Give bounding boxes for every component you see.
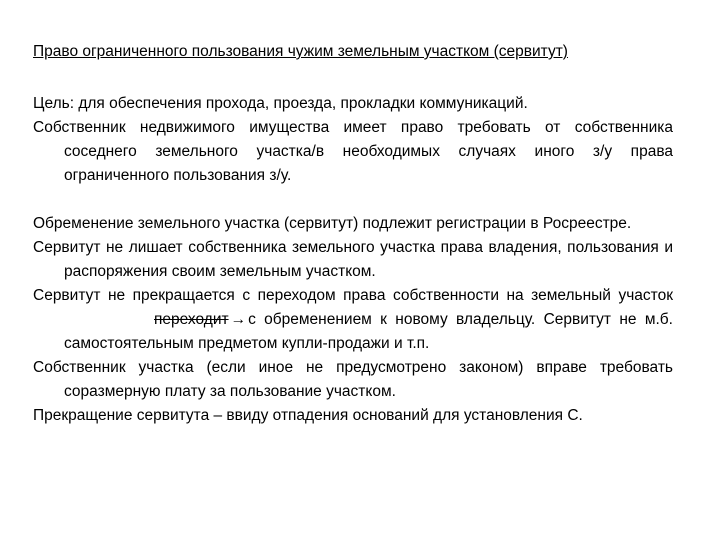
transfer-word-participle: участок bbox=[618, 287, 673, 304]
goal-paragraph bbox=[33, 92, 673, 116]
transfer-struck-word: переходит bbox=[154, 311, 229, 328]
payment-paragraph: Собственник участка (если иное не предусмотрено законом) вправе требовать соразмерную плату за пользование участком. bbox=[33, 359, 673, 400]
registration-paragraph: Обременение земельного участка (сервитут) подлежит регистрации в Росреестре. bbox=[33, 215, 632, 232]
text-block-goal bbox=[33, 92, 673, 188]
text-block-main bbox=[33, 212, 673, 428]
arrow-icon: → bbox=[230, 311, 247, 328]
goal-text: : для обеспечения прохода, проезда, прокладки коммуникаций. bbox=[69, 95, 528, 112]
transfer-line3: Сервитут не м.б. самостоятельным предметом купли-продажи и т.п. bbox=[64, 311, 673, 352]
goal-label: Цель bbox=[33, 95, 70, 112]
owner-rights-paragraph: Сервитут не лишает собственника земельного участка права владения, пользования и распоряжения своим земельным участком. bbox=[33, 239, 673, 280]
owner-right-paragraph: Собственник недвижимого имущества имеет право требовать от собственника соседнего земельного участка/в необходимых случаях иного з/у права ограниченного пользования з/у. bbox=[33, 119, 673, 184]
slide-title: Право ограниченного пользования чужим земельным участком (сервитут) bbox=[33, 43, 568, 60]
transfer-rest: с обременением к новому владельцу. bbox=[248, 311, 536, 328]
transfer-paragraph bbox=[33, 284, 673, 356]
transfer-line1: Сервитут не прекращается с переходом права собственности на земельный bbox=[33, 287, 611, 304]
termination-paragraph: Прекращение сервитута – ввиду отпадения оснований для установления С. bbox=[33, 407, 583, 424]
